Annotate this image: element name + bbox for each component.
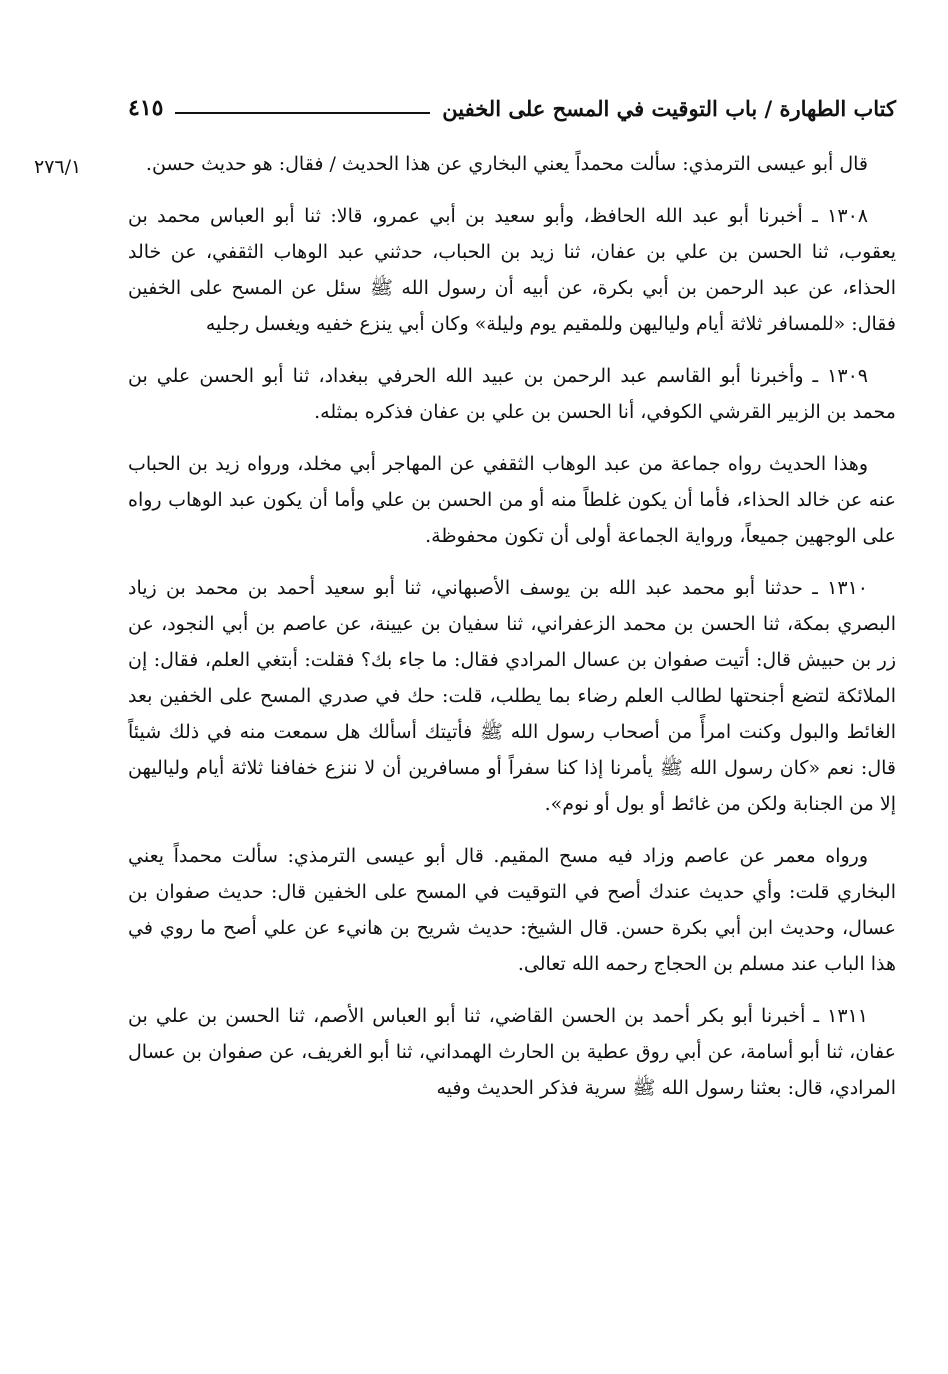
- paragraph-mamar-narration: ورواه معمر عن عاصم وزاد فيه مسح المقيم. قال أبو عيسى الترمذي: سألت محمداً يعني البخاري قلت: وأي حديث عندك أصح في التوقيت في المسح على الخفين قال: حديث صفوان بن عسال، وحديث ابن أبي بكرة حسن. قال الشيخ: حديث شريح بن هانيء عن علي أصح ما روي في هذا الباب عند مسلم بن الحجاج رحمه الله تعالى.: [128, 845, 896, 975]
- paragraph-hadith-1309: ١٣٠٩ ـ وأخبرنا أبو القاسم عبد الرحمن بن عبيد الله الحرفي ببغداد، ثنا أبو الحسن علي بن محمد بن الزبير القرشي الكوفي، أنا الحسن بن علي بن عفان فذكره بمثله.: [128, 365, 896, 423]
- paragraph-commentary: وهذا الحديث رواه جماعة من عبد الوهاب الثقفي عن المهاجر أبي مخلد، ورواه زيد بن الحباب عنه عن خالد الحذاء، فأما أن يكون غلطاً منه أو من الحسن بن علي وأما أن يكون عبد الوهاب رواه على الوجهين جميعاً، ورواية الجماعة أولى أن تكون محفوظة.: [128, 453, 896, 547]
- header-title: كتاب الطهارة / باب التوقيت في المسح على الخفين: [442, 95, 896, 121]
- paragraph-hadith-1308: ١٣٠٨ ـ أخبرنا أبو عبد الله الحافظ، وأبو سعيد بن أبي عمرو، قالا: ثنا أبو العباس محمد بن يعقوب، ثنا الحسن بن علي بن عفان، ثنا زيد بن الحباب، حدثني عبد الوهاب الثقفي، عن خالد الحذاء، عن عبد الرحمن بن أبي بكرة، عن أبيه أن رسول الله ﷺ سئل عن المسح على الخفين فقال: «للمسافر ثلاثة أيام ولياليهن وللمقيم يوم وليلة» وكان أبي ينزع خفيه ويغسل رجليه: [128, 205, 896, 335]
- running-header: [128, 86, 896, 130]
- page-number: ٤١٥: [128, 95, 164, 121]
- margin-reference: ٢٧٦/١: [34, 156, 82, 178]
- body-text: [128, 146, 896, 1122]
- paragraph-hadith-1310: ١٣١٠ ـ حدثنا أبو محمد عبد الله بن يوسف الأصبهاني، ثنا أبو سعيد أحمد بن محمد بن زياد البصري بمكة، ثنا الحسن بن محمد الزعفراني، ثنا سفيان بن عيينة، عن عاصم بن أبي النجود، عن زر بن حبيش قال: أتيت صفوان بن عسال المرادي فقال: ما جاء بك؟ فقلت: أبتغي العلم، فقال: إن الملائكة لتضع أجنحتها لطالب العلم رضاء بما يطلب، قلت: حك في صدري المسح على الخفين بعد الغائط والبول وكنت امرأً من أصحاب رسول الله ﷺ فأتيتك أسألك هل سمعت منه في ذلك شيئاً قال: نعم «كان رسول الله ﷺ يأمرنا إذا كنا سفراً أو مسافرين أن لا ننزع خفافنا ثلاثة أيام ولياليهن إلا من الجنابة ولكن من غائط أو بول أو نوم».: [128, 577, 897, 815]
- paragraph-tirmidhi-comment: قال أبو عيسى الترمذي: سألت محمداً يعني البخاري عن هذا الحديث / فقال: هو حديث حسن.: [145, 153, 868, 175]
- paragraph-hadith-1311: ١٣١١ ـ أخبرنا أبو بكر أحمد بن الحسن القاضي، ثنا أبو العباس الأصم، ثنا الحسن بن علي بن عفان، ثنا أبو أسامة، عن أبي روق عطية بن الحارث الهمداني، ثنا أبو الغريف، عن صفوان بن عسال المرادي، قال: بعثنا رسول الله ﷺ سرية فذكر الحديث وفيه: [128, 1005, 896, 1099]
- header-rule: [175, 112, 430, 114]
